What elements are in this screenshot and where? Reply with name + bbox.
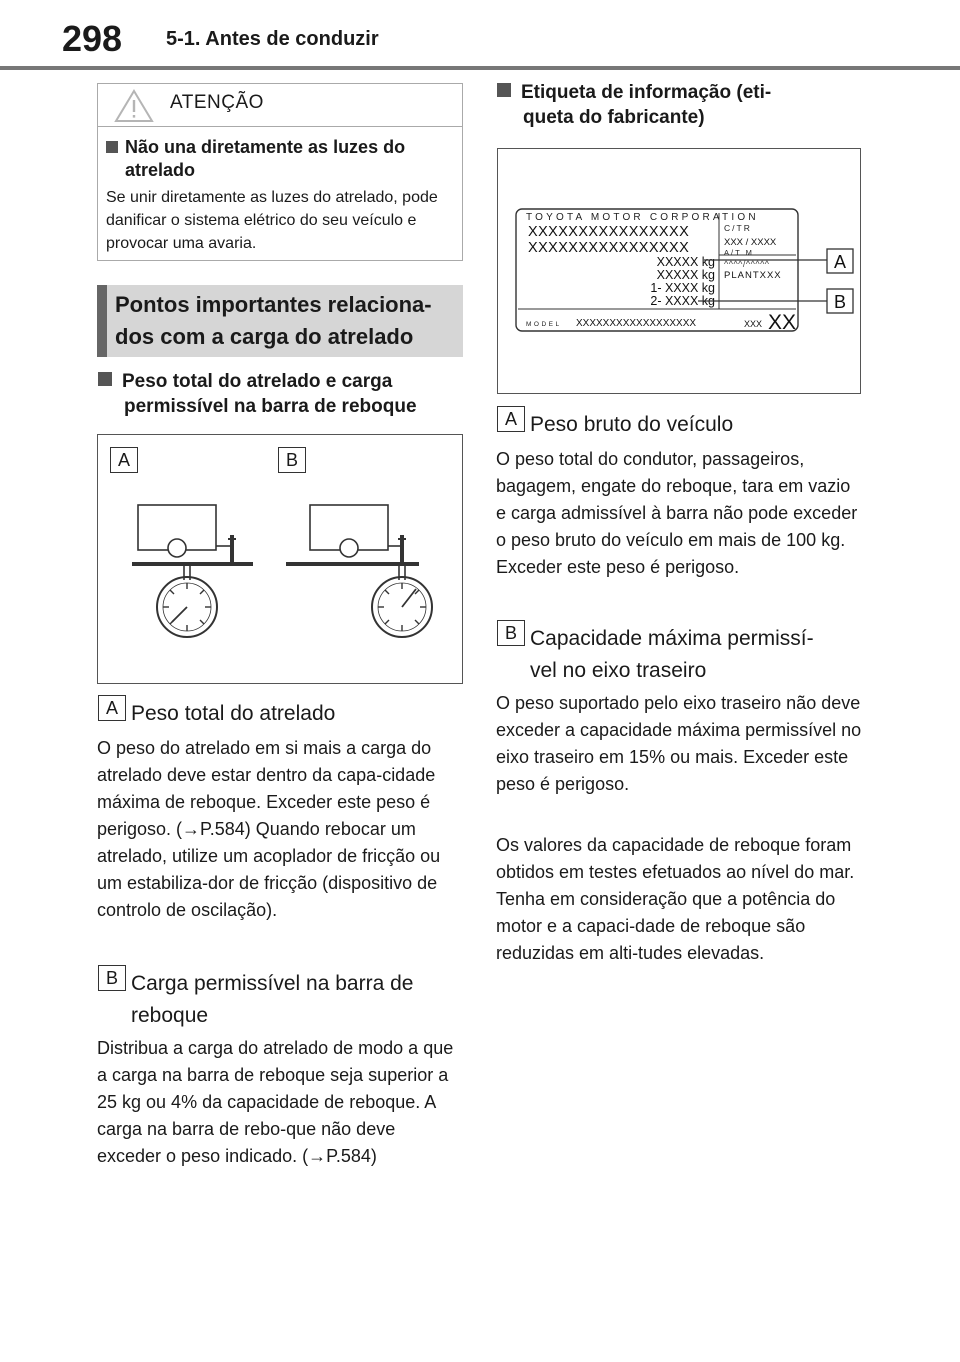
left-subheading (98, 369, 463, 419)
label-atm: A/T M (724, 248, 754, 257)
warning-body: Se unir diretamente as luzes do atrelado, pode danificar o sistema elétrico do seu veículo e provocar uma avaria. (106, 189, 438, 252)
left-item-b-title-line1: Carga permissível na barra de (131, 972, 414, 995)
label-kg1: XXXXX kg (656, 255, 715, 269)
trailer-b-drawing (286, 505, 432, 637)
left-item-a-body: O peso do atrelado em si mais a carga do atrelado deve estar dentro da capa-cidade máxima de reboque. Exceder este peso é perigoso. (→P.584) Quando rebocar um atrelado, utilize um acoplador de fricção ou um estabiliza-dor de fricção (dispositivo de controlo de oscilação). (97, 738, 441, 920)
warning-title: ATENÇÃO (170, 92, 264, 113)
bullet-square-icon (497, 83, 511, 97)
left-subheading-line1: Peso total do atrelado e carga (122, 371, 393, 392)
right-subheading-line1: Etiqueta de informação (eti- (521, 82, 772, 103)
bullet-square-icon (98, 372, 112, 386)
manufacturer-label-figure (497, 148, 861, 394)
section-title-line1: Pontos importantes relaciona- (115, 292, 432, 317)
section-title (115, 289, 460, 353)
figure-label-b: B (278, 447, 306, 473)
label-ctr: C/TR (724, 223, 752, 233)
label-kg2: XXXXX kg (656, 268, 715, 282)
callout-a-label: A (833, 252, 847, 272)
trailer-weight-figure (97, 434, 463, 684)
callout-b-label: B (833, 292, 847, 312)
label-kg4: 2- XXXX kg (650, 294, 715, 308)
label-kg3: 1- XXXX kg (650, 281, 715, 295)
warning-subtitle-line1: Não una diretamente as luzes do (125, 137, 406, 157)
left-subheading-line2: permissível na barra de reboque (124, 396, 417, 417)
right-item-b-body-2: Os valores da capacidade de reboque foram obtidos em testes efetuados ao nível do mar. Tenha em consideração que a potência do motor e a capaci-dade de reboque são reduzidas em alti-tudes elevadas. (496, 835, 855, 963)
item-label-b: B (98, 965, 126, 991)
label-model-value: XXXXXXXXXXXXXXXXXX (576, 318, 697, 329)
figure-label-a: A (110, 447, 138, 473)
right-item-b-title-line2: vel no eixo traseiro (530, 659, 707, 682)
right-item-b-title (497, 620, 862, 687)
left-item-a-title-text: Peso total do atrelado (131, 702, 336, 725)
item-label-b: B (497, 620, 525, 646)
header-rule (0, 66, 960, 70)
right-item-a-title (497, 406, 862, 441)
right-item-a-title-text: Peso bruto do veículo (530, 413, 734, 436)
label-model: MODEL (526, 321, 562, 328)
right-subheading-line2: queta do fabricante) (523, 107, 705, 128)
label-xxx: XXX (744, 319, 763, 329)
banner-bar (97, 285, 107, 357)
left-item-b-body: Distribua a carga do atrelado de modo a que a carga na barra de reboque seja superior a 25 kg ou 4% da capacidade de reboque. A carga na barra de rebo-que não deve exceder o peso indicado. (→P.584) (97, 1038, 454, 1166)
label-xx-big: XX (768, 311, 797, 334)
right-item-b-body-1: O peso suportado pelo eixo traseiro não deve exceder a capacidade máxima permissível no eixo traseiro em 15% ou mais. Exceder este peso é perigoso. (496, 693, 862, 794)
page-number: 298 (62, 18, 123, 59)
bullet-square-icon (106, 141, 118, 153)
item-label-a: A (98, 695, 126, 721)
section-title-line2: dos com a carga do atrelado (115, 324, 414, 349)
section-banner (97, 285, 463, 357)
label-plate (516, 209, 798, 334)
label-plant: PLANTXXX (724, 270, 782, 281)
right-item-a-body: O peso total do condutor, passageiros, bagagem, engate do reboque, tara em vazio e carga admissível à barra não pode exceder o peso bruto do veículo em mais de 100 kg. Exceder este peso é perigoso. (496, 449, 858, 577)
label-code-line1: XXXXXXXXXXXXXXXX (528, 224, 690, 240)
label-ctr-value: XXX / XXXX (724, 237, 777, 248)
warning-triangle-icon (114, 89, 154, 123)
left-item-b-title-line2: reboque (131, 1004, 209, 1027)
label-plate-illustration (498, 149, 860, 393)
label-corporation: TOYOTA MOTOR CORPORATION (526, 212, 759, 223)
label-plant-top: ^^^^/^^^^^ (724, 259, 770, 269)
item-label-a: A (497, 406, 525, 432)
left-item-b-title (98, 965, 463, 1032)
chapter-title: 5-1. Antes de conduzir (166, 28, 379, 50)
warning-subtitle-line2: atrelado (125, 160, 196, 180)
right-subheading (497, 80, 862, 130)
warning-box (97, 83, 463, 261)
label-code-line2: XXXXXXXXXXXXXXXX (528, 240, 690, 256)
warning-subtitle (106, 136, 456, 182)
right-item-b-title-line1: Capacidade máxima permissí- (530, 627, 814, 650)
trailer-a-drawing (132, 505, 253, 637)
warning-header (98, 84, 462, 127)
left-item-a-title (98, 695, 463, 730)
